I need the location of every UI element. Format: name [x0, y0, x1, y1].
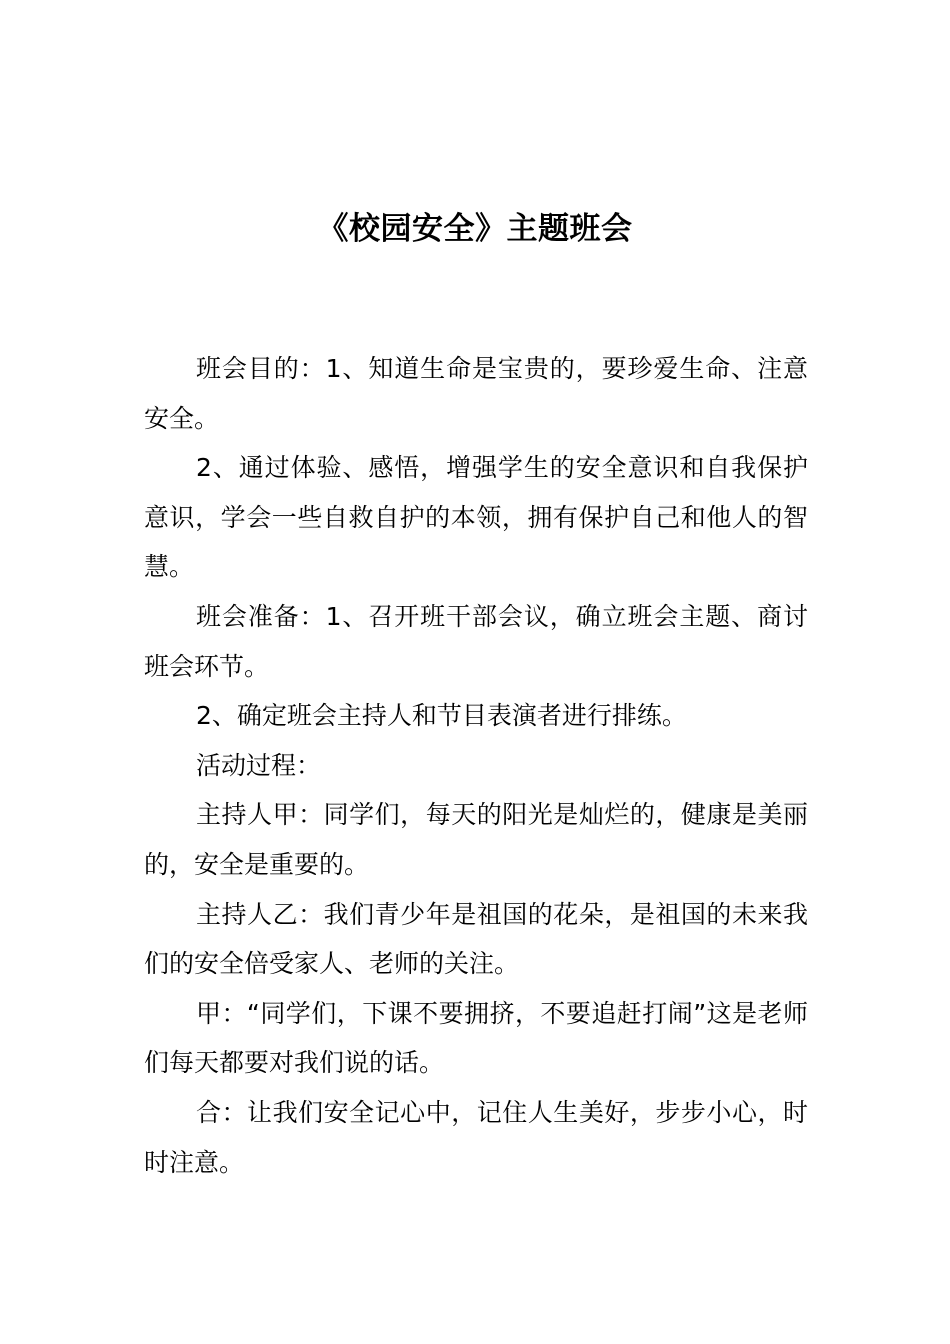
paragraph-activity-heading: 活动过程： — [196, 750, 322, 780]
paragraph-together: 合：让我们安全记心中，记住人生美好，步步小心，时时注意。 — [144, 1097, 808, 1177]
document-title: 《校园安全》主题班会 — [317, 211, 633, 247]
paragraph-purpose-1: 班会目的：1、知道生命是宝贵的，要珍爱生命、注意安全。 — [144, 354, 808, 433]
paragraph-host-a: 主持人甲：同学们，每天的阳光是灿烂的，健康是美丽的，安全是重要的。 — [144, 800, 808, 879]
paragraph-host-b: 主持人乙：我们青少年是祖国的花朵，是祖国的未来我们的安全倍受家人、老师的关注。 — [144, 899, 808, 979]
document-body — [144, 344, 808, 1187]
paragraph-a: 甲：“同学们，下课不要拥挤，不要追赶打闹”这是老师们每天都要对我们说的话。 — [144, 998, 808, 1078]
paragraph-purpose-2: 2、通过体验、感悟，增强学生的安全意识和自我保护意识，学会一些自救自护的本领，拥有保护自己和他人的智慧。 — [144, 453, 808, 582]
paragraph-preparation-2: 2、确定班会主持人和节目表演者进行排练。 — [196, 701, 687, 731]
paragraph-preparation-1: 班会准备：1、召开班干部会议，确立班会主题、商讨班会环节。 — [144, 601, 808, 681]
